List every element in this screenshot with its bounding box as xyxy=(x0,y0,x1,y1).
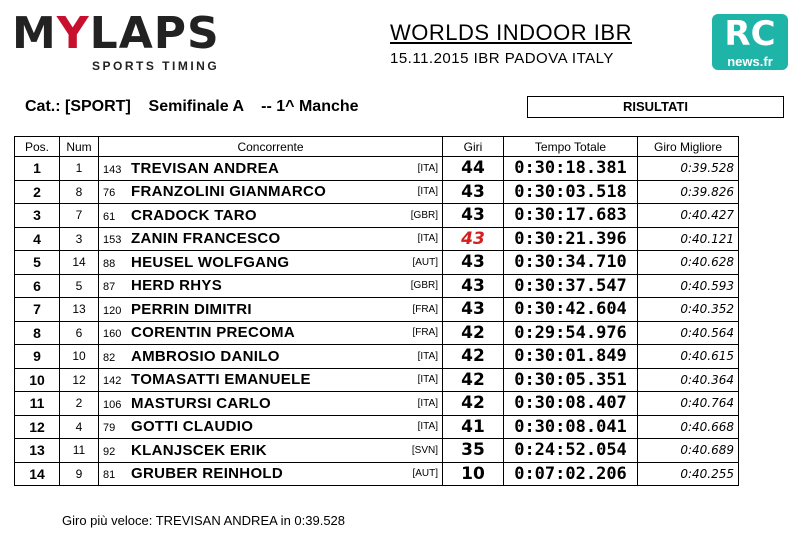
driver-name: MASTURSI CARLO xyxy=(131,394,272,412)
competitor-cell xyxy=(99,321,443,345)
competitor-cell xyxy=(99,251,443,275)
nationality: [ITA] xyxy=(417,350,438,362)
total-time-cell: 0:30:01.849 xyxy=(504,345,638,369)
car-number-cell: 6 xyxy=(60,321,99,345)
position-cell: 9 xyxy=(15,345,60,369)
table-row xyxy=(15,180,739,204)
start-number: 88 xyxy=(103,257,116,270)
nationality: [AUT] xyxy=(412,468,438,480)
table-row xyxy=(15,345,739,369)
laps-cell: 43 xyxy=(443,298,504,322)
best-lap-cell: 0:39.528 xyxy=(638,157,739,181)
laps-cell: 44 xyxy=(443,157,504,181)
total-time-cell: 0:30:34.710 xyxy=(504,251,638,275)
start-number: 143 xyxy=(103,163,122,176)
driver-name: FRANZOLINI GIANMARCO xyxy=(131,183,327,201)
laps-cell: 42 xyxy=(443,392,504,416)
nationality: [FRA] xyxy=(412,327,438,339)
position-cell: 11 xyxy=(15,392,60,416)
col-header-best-lap: Giro Migliore xyxy=(638,137,739,157)
position-cell: 3 xyxy=(15,204,60,228)
laps-cell: 43 xyxy=(443,251,504,275)
start-number: 92 xyxy=(103,445,116,458)
competitor-cell xyxy=(99,368,443,392)
col-header-tempo: Tempo Totale xyxy=(504,137,638,157)
driver-name: TREVISAN ANDREA xyxy=(131,159,280,177)
table-row xyxy=(15,251,739,275)
total-time-cell: 0:30:37.547 xyxy=(504,274,638,298)
start-number: 106 xyxy=(103,398,122,411)
position-cell: 6 xyxy=(15,274,60,298)
laps-cell: 35 xyxy=(443,439,504,463)
col-header-pos: Pos. xyxy=(15,137,60,157)
car-number-cell: 11 xyxy=(60,439,99,463)
position-cell: 12 xyxy=(15,415,60,439)
driver-name: HEUSEL WOLFGANG xyxy=(131,253,290,271)
table-row xyxy=(15,439,739,463)
total-time-cell: 0:30:08.407 xyxy=(504,392,638,416)
table-row xyxy=(15,392,739,416)
event-subtitle: 15.11.2015 IBR PADOVA ITALY xyxy=(390,50,614,67)
competitor-cell xyxy=(99,204,443,228)
driver-name: PERRIN DIMITRI xyxy=(131,300,252,318)
laps-cell: 43 xyxy=(443,204,504,228)
start-number: 79 xyxy=(103,422,116,435)
table-row xyxy=(15,274,739,298)
driver-name: CRADOCK TARO xyxy=(131,206,257,224)
car-number-cell: 9 xyxy=(60,462,99,486)
start-number: 87 xyxy=(103,281,116,294)
total-time-cell: 0:30:08.041 xyxy=(504,415,638,439)
table-row xyxy=(15,321,739,345)
nationality: [ITA] xyxy=(417,233,438,245)
start-number: 61 xyxy=(103,210,116,223)
start-number: 160 xyxy=(103,328,122,341)
event-title: WORLDS INDOOR IBR xyxy=(390,20,632,45)
car-number-cell: 2 xyxy=(60,392,99,416)
driver-name: TOMASATTI EMANUELE xyxy=(131,371,311,389)
car-number-cell: 8 xyxy=(60,180,99,204)
laps-cell: 42 xyxy=(443,368,504,392)
position-cell: 5 xyxy=(15,251,60,275)
mylaps-logo xyxy=(12,8,242,74)
laps-cell: 41 xyxy=(443,415,504,439)
rcnews-logo-top: RC xyxy=(712,14,788,54)
laps-cell: 42 xyxy=(443,321,504,345)
results-label: RISULTATI xyxy=(527,96,784,118)
competitor-cell xyxy=(99,227,443,251)
nationality: [SVN] xyxy=(411,444,438,456)
best-lap-cell: 0:40.628 xyxy=(638,251,739,275)
car-number-cell: 12 xyxy=(60,368,99,392)
best-lap-cell: 0:40.352 xyxy=(638,298,739,322)
car-number-cell: 3 xyxy=(60,227,99,251)
table-row xyxy=(15,415,739,439)
laps-cell: 42 xyxy=(443,345,504,369)
laps-cell: 43 xyxy=(443,274,504,298)
car-number-cell: 7 xyxy=(60,204,99,228)
best-lap-cell: 0:40.255 xyxy=(638,462,739,486)
table-row xyxy=(15,227,739,251)
nationality: [FRA] xyxy=(412,303,438,315)
competitor-cell xyxy=(99,345,443,369)
logo-subtitle: SPORTS TIMING xyxy=(92,59,220,73)
start-number: 81 xyxy=(103,469,116,482)
best-lap-cell: 0:40.689 xyxy=(638,439,739,463)
table-row xyxy=(15,298,739,322)
start-number: 76 xyxy=(103,187,116,200)
driver-name: GRUBER REINHOLD xyxy=(131,465,284,483)
table-row xyxy=(15,462,739,486)
position-cell: 13 xyxy=(15,439,60,463)
rcnews-logo xyxy=(712,14,788,70)
rcnews-logo-bottom: news.fr xyxy=(712,54,788,70)
table-row xyxy=(15,368,739,392)
laps-cell: 43 xyxy=(443,227,504,251)
competitor-cell xyxy=(99,274,443,298)
best-lap-cell: 0:40.668 xyxy=(638,415,739,439)
total-time-cell: 0:30:03.518 xyxy=(504,180,638,204)
start-number: 153 xyxy=(103,234,122,247)
position-cell: 2 xyxy=(15,180,60,204)
position-cell: 14 xyxy=(15,462,60,486)
table-header xyxy=(15,137,739,157)
nationality: [ITA] xyxy=(417,397,438,409)
competitor-cell xyxy=(99,157,443,181)
best-lap-cell: 0:40.564 xyxy=(638,321,739,345)
logo-wordmark: MYLAPS xyxy=(12,8,220,59)
laps-cell: 43 xyxy=(443,180,504,204)
table-row xyxy=(15,204,739,228)
nationality: [ITA] xyxy=(417,374,438,386)
driver-name: AMBROSIO DANILO xyxy=(131,347,280,365)
car-number-cell: 10 xyxy=(60,345,99,369)
best-lap-cell: 0:39.826 xyxy=(638,180,739,204)
category-line: Cat.: [SPORT] Semifinale A -- 1^ Manche xyxy=(25,98,359,115)
driver-name: KLANJSCEK ERIK xyxy=(131,441,267,459)
col-header-concorrente: Concorrente xyxy=(99,137,443,157)
start-number: 120 xyxy=(103,304,122,317)
best-lap-cell: 0:40.615 xyxy=(638,345,739,369)
total-time-cell: 0:30:05.351 xyxy=(504,368,638,392)
car-number-cell: 5 xyxy=(60,274,99,298)
best-lap-cell: 0:40.121 xyxy=(638,227,739,251)
position-cell: 8 xyxy=(15,321,60,345)
car-number-cell: 14 xyxy=(60,251,99,275)
driver-name: CORENTIN PRECOMA xyxy=(131,324,295,342)
fastest-lap-footer: Giro più veloce: TREVISAN ANDREA in 0:39.528 xyxy=(62,513,346,528)
start-number: 82 xyxy=(103,351,116,364)
total-time-cell: 0:30:42.604 xyxy=(504,298,638,322)
car-number-cell: 13 xyxy=(60,298,99,322)
car-number-cell: 1 xyxy=(60,157,99,181)
position-cell: 1 xyxy=(15,157,60,181)
best-lap-cell: 0:40.593 xyxy=(638,274,739,298)
col-header-num: Num xyxy=(60,137,99,157)
competitor-cell xyxy=(99,180,443,204)
nationality: [GBR] xyxy=(410,280,438,292)
nationality: [ITA] xyxy=(417,421,438,433)
driver-name: ZANIN FRANCESCO xyxy=(131,230,281,248)
competitor-cell xyxy=(99,439,443,463)
nationality: [ITA] xyxy=(417,162,438,174)
total-time-cell: 0:24:52.054 xyxy=(504,439,638,463)
col-header-giri: Giri xyxy=(443,137,504,157)
driver-name: HERD RHYS xyxy=(131,277,223,295)
nationality: [ITA] xyxy=(417,186,438,198)
position-cell: 10 xyxy=(15,368,60,392)
position-cell: 4 xyxy=(15,227,60,251)
laps-cell: 10 xyxy=(443,462,504,486)
driver-name: GOTTI CLAUDIO xyxy=(131,418,254,436)
total-time-cell: 0:30:17.683 xyxy=(504,204,638,228)
results-table xyxy=(14,136,739,486)
nationality: [GBR] xyxy=(410,209,438,221)
total-time-cell: 0:30:21.396 xyxy=(504,227,638,251)
position-cell: 7 xyxy=(15,298,60,322)
car-number-cell: 4 xyxy=(60,415,99,439)
table-row xyxy=(15,157,739,181)
start-number: 142 xyxy=(103,375,122,388)
competitor-cell xyxy=(99,392,443,416)
best-lap-cell: 0:40.764 xyxy=(638,392,739,416)
competitor-cell xyxy=(99,298,443,322)
best-lap-cell: 0:40.364 xyxy=(638,368,739,392)
nationality: [AUT] xyxy=(412,256,438,268)
best-lap-cell: 0:40.427 xyxy=(638,204,739,228)
competitor-cell xyxy=(99,462,443,486)
total-time-cell: 0:07:02.206 xyxy=(504,462,638,486)
competitor-cell xyxy=(99,415,443,439)
total-time-cell: 0:29:54.976 xyxy=(504,321,638,345)
total-time-cell: 0:30:18.381 xyxy=(504,157,638,181)
